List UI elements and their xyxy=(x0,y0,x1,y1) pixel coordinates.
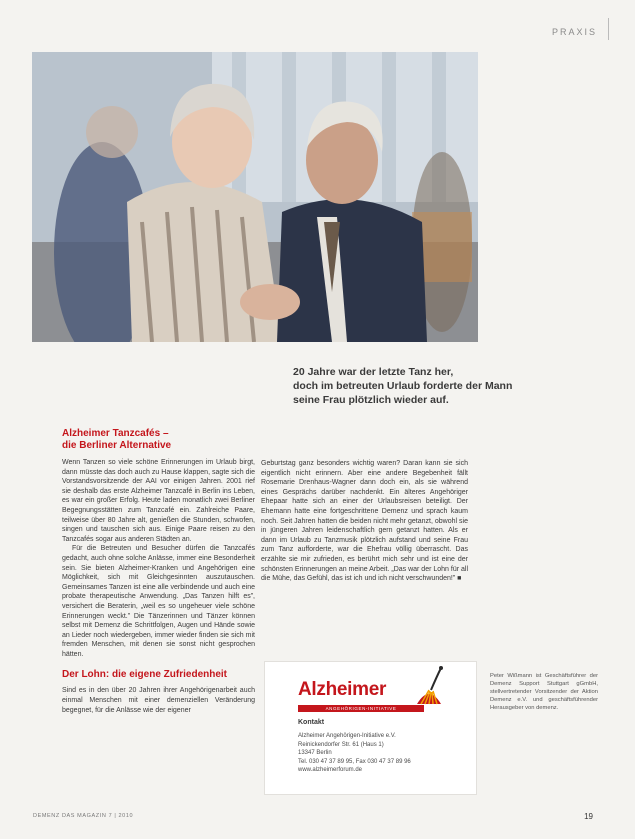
alzheimer-logo-icon xyxy=(411,664,447,710)
contact-title: Kontakt xyxy=(298,719,325,726)
contact-line: Tel. 030 47 37 89 95, Fax 030 47 37 89 96 xyxy=(298,758,411,765)
caption-line: doch im betreuten Urlaub forderte der Mann xyxy=(293,380,513,392)
article-heading xyxy=(62,428,255,452)
article-heading-line: Alzheimer Tanzcafés – xyxy=(62,428,169,439)
contact-line: Alzheimer Angehörigen-Initiative e.V. xyxy=(298,733,396,739)
dancing-couple-photo xyxy=(32,52,478,342)
article-subheading: Der Lohn: die eigene Zufriedenheit xyxy=(62,669,228,681)
author-bio: Peter Wißmann ist Geschäftsführer der Demenz Support Stuttgart gGmbH, stellvertretender Vorsitzender der Aktion Demenz e.V. und geschäftsführender Herausgeber von demenz. xyxy=(490,673,598,711)
article-paragraph: Sind es in den über 20 Jahren ihrer Angehörigenarbeit auch einmal Menschen mit einer demenziellen Veränderung begegnet, für die Anlässe wie der eigener xyxy=(62,687,255,714)
article-paragraph: Geburtstag ganz besonders wichtig waren? Daran kann sie sich eigentlich nicht erinnern. Aber eine andere Begebenheit fällt Rosemarie Drenhaus-Wagner dann doch ein, als sie während eines Gesprächs darüber nachdenkt. Ein älteres Angehöriger Ehepaar hatte sich an einer der Urlaubsreisen beteiligt. Der Ehemann hatte eine fortgeschrittene Demenz und sprach kaum noch. Seit Jahren hatten die beiden nicht mehr getanzt, obwohl sie in jüngeren Jahren leidenschaftlich gern getanzt hatten. Als er dann im Urlaub zu Tanzmusik plötzlich aufstand und seine Frau zum Tanz aufforderte, war die Ehefrau völlig überrascht. Das erzählte sie mir zufrieden, es berührt mich sehr und ist eine der schönsten Erinnerungen an meine Arbeit. „Das war der Lohn für all die Mühe, das Gefühl, das ist ich und ich nicht verschwunden!” ■ xyxy=(261,460,469,583)
alzheimer-logo-tagline: ANGEHÖRIGEN-INITIATIVE xyxy=(298,705,424,712)
alzheimer-logo-wordmark: Alzheimer xyxy=(298,679,387,700)
contact-info-box xyxy=(264,661,477,795)
contact-line: Reinickendorfer Str. 61 (Haus 1) xyxy=(298,741,384,748)
contact-line: 13347 Berlin xyxy=(298,750,332,756)
contact-details xyxy=(298,732,411,775)
photo-caption xyxy=(293,365,523,407)
article-paragraph: Wenn Tanzen so viele schöne Erinnerungen im Urlaub birgt, dann müsste das doch auch zu Hause klappen, sagte sich die Vorstandsvorsitzende der AAI vor einigen Jahren. 2001 rief sie deshalb das erste Alzheimer Tanzcafé in Berlin ins Leben, es war ein großer Erfolg. Heute laden monatlich zwei Berliner Begegnungsstätten zum Tanzcafé ein. Zahlreiche Paare, teilweise über 80 Jahre alt, genießen die Stunden, schwofen, singen und tauschen sich aus. Einige Paare reisen zu den Tanzcafés sogar aus anderen Städten an. xyxy=(62,459,255,543)
footer-journal-name: DEMENZ DAS MAGAZIN 7 | 2010 xyxy=(33,813,134,819)
caption-line: seine Frau plötzlich wieder auf. xyxy=(293,394,449,406)
article-paragraph: Für die Betreuten und Besucher dürfen die Tanzcafés gedacht, auch ohne solche Anlässe, immer eine Besonderheit sein. Sie bieten Alzheimer-Kranken und Angehörigen eine Möglichkeit, sich mit Gleichgesinnten auszutauschen. Gemeinsames Tanzen ist eine alle verbindende und auch eine probate therapeutische Anwendung. „Das Tanzen hilft es”, versichert die Beraterin, „weil es so ungeheuer viele schöne Erinnerungen weckt.” Die Tänzerinnen und Tänzer können selbst mit Demenz die Schrittfolgen, Augen und Hände sowie an Lieder noch wiedergeben, immer wieder finden sie sich mit fremden Menschen, mit denen sie sonst nicht gesprochen hätten. xyxy=(62,545,255,658)
article-column-right xyxy=(261,459,468,584)
contact-link[interactable]: www.alzheimerforum.de xyxy=(298,767,363,773)
article-heading-line: die Berliner Alternative xyxy=(62,440,172,451)
page-number: 19 xyxy=(584,812,593,821)
section-label: PRAXIS xyxy=(551,27,597,37)
article-column-left xyxy=(62,428,255,715)
section-rule xyxy=(608,18,609,40)
caption-line: 20 Jahre war der letzte Tanz her, xyxy=(293,366,454,378)
